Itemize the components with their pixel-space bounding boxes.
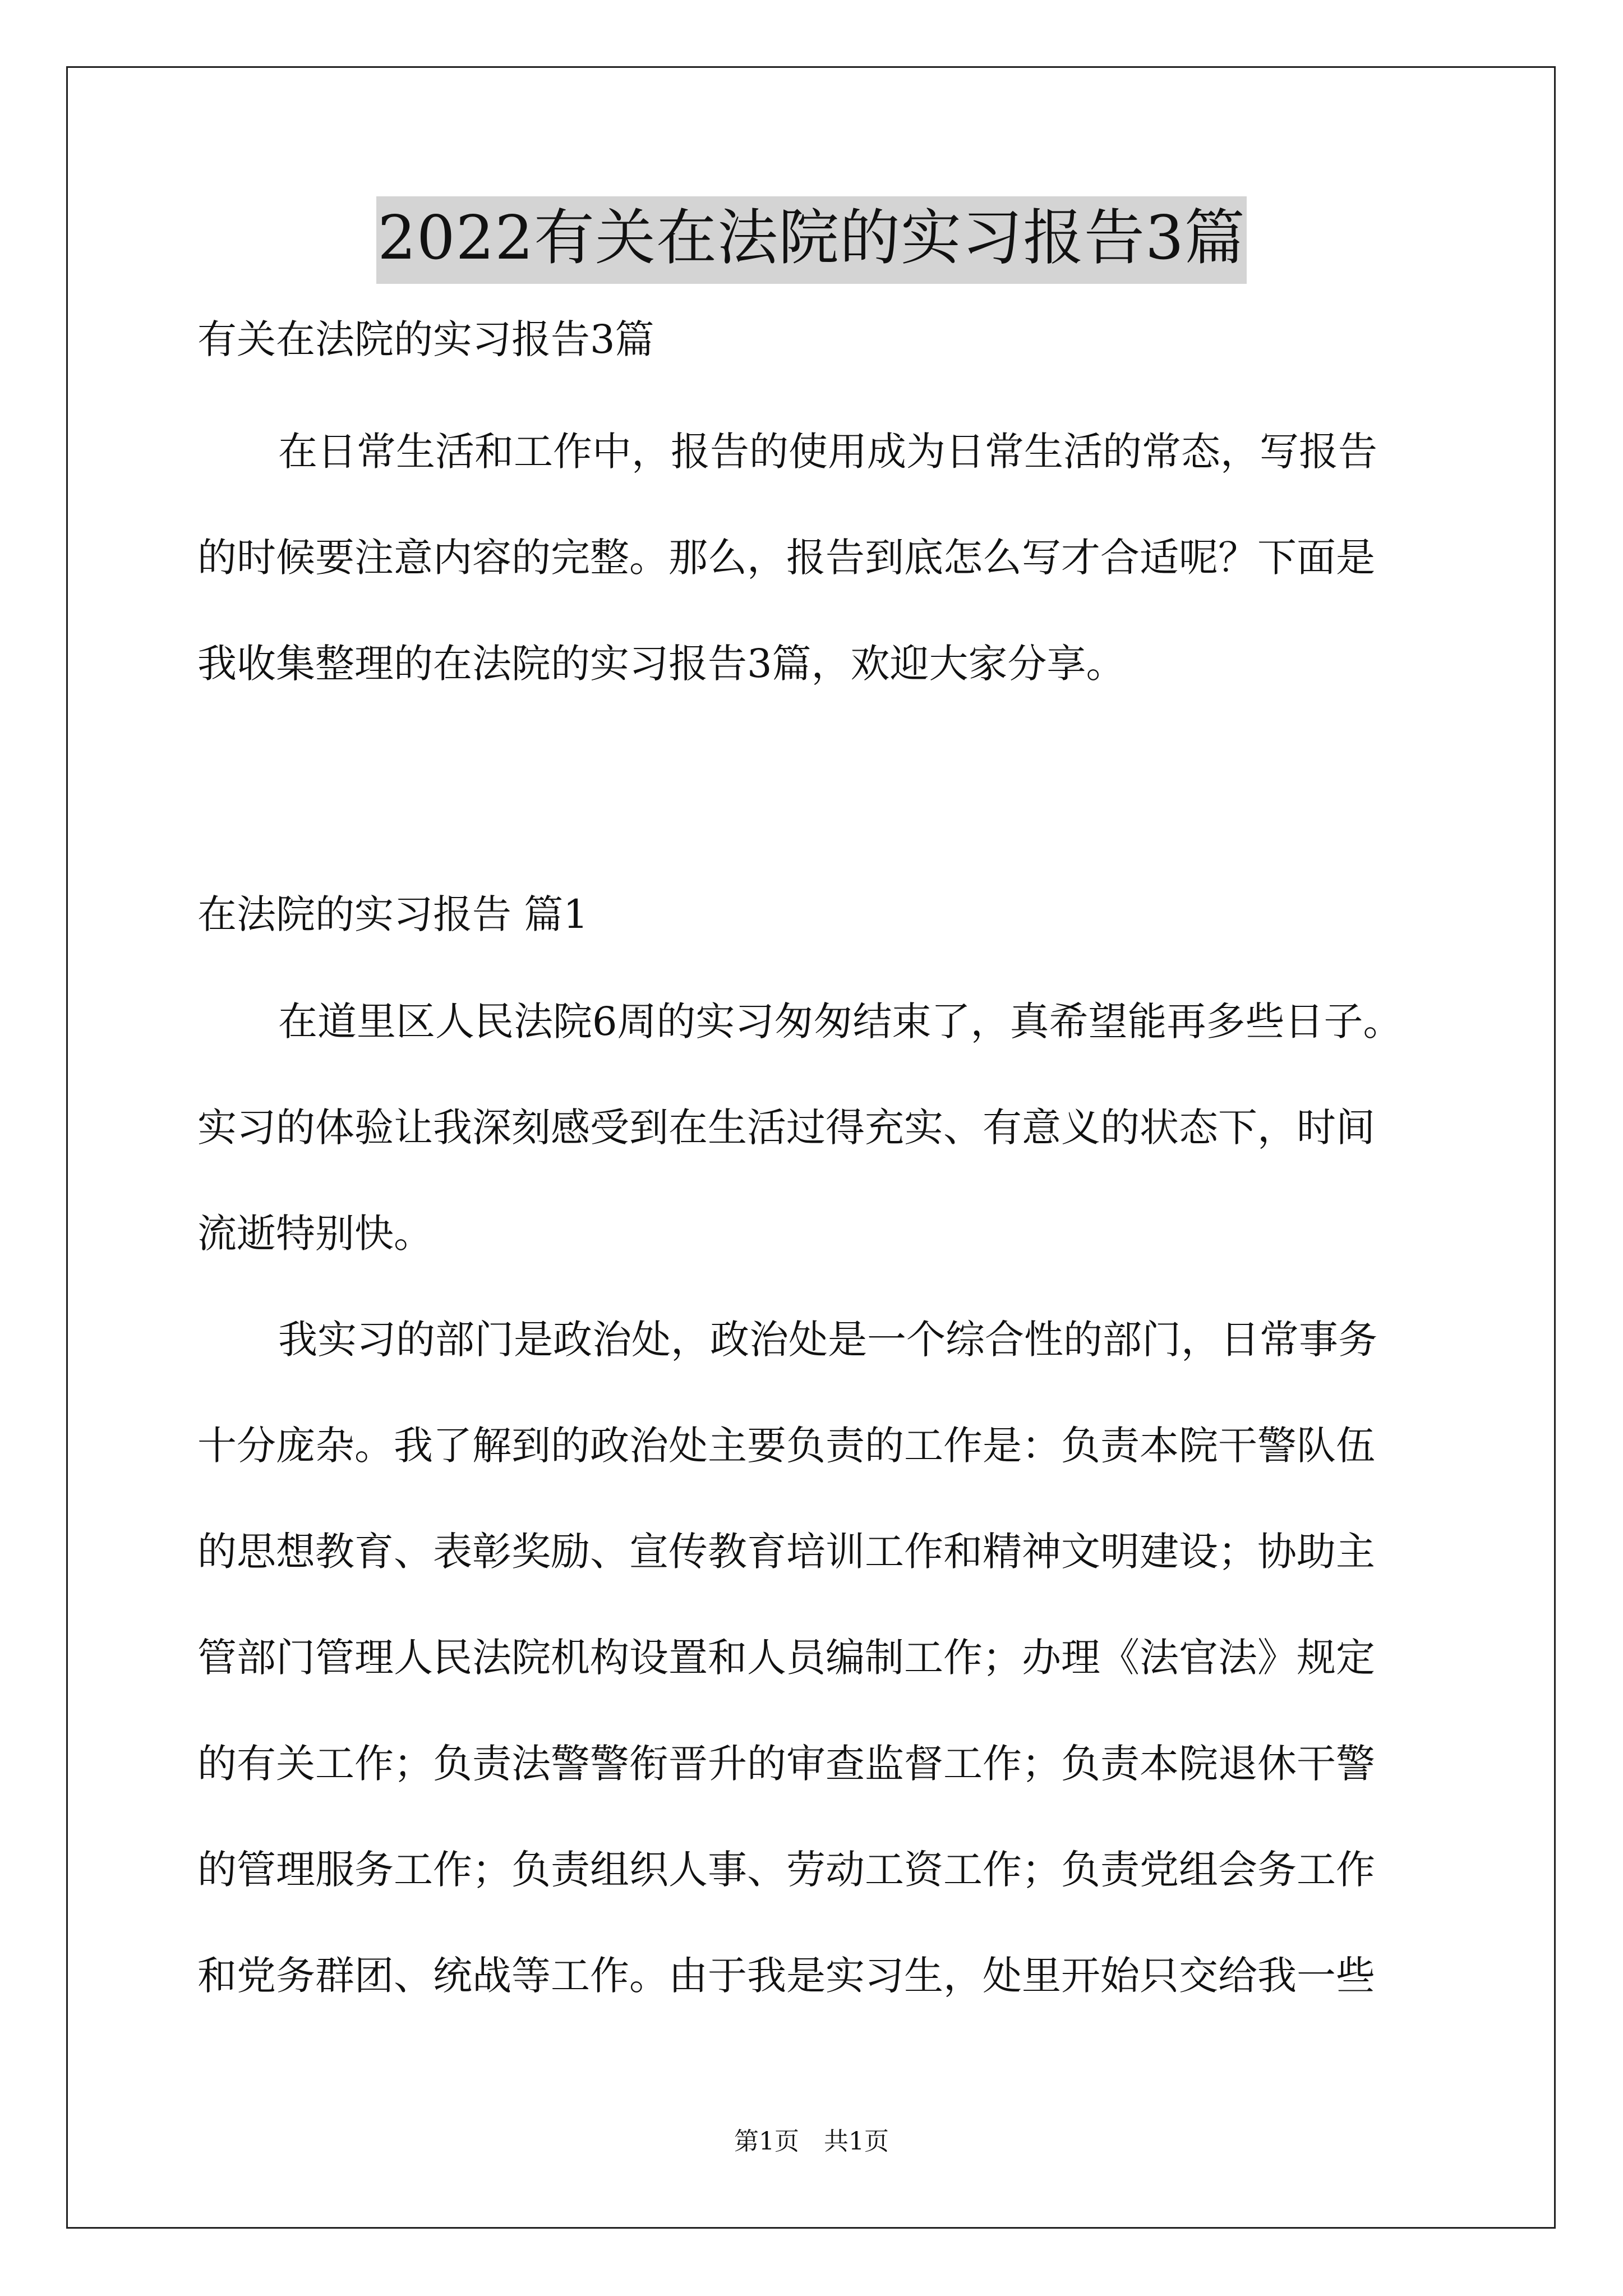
paragraph-line: 的管理服务工作；负责组织人事、劳动工资工作；负责党组会务工作	[197, 1847, 1375, 1893]
intro-line-1: 在日常生活和工作中，报告的使用成为日常生活的常态，写报告	[278, 429, 1377, 475]
paragraph-line: 的思想教育、表彰奖励、宣传教育培训工作和精神文明建设；协助主	[197, 1529, 1375, 1575]
title-container	[0, 196, 1623, 284]
section-heading: 在法院的实习报告 篇1	[197, 891, 588, 937]
section1-paragraph-1	[197, 996, 1403, 1314]
section1-paragraph-2	[197, 1314, 1377, 2056]
document-title: 2022有关在法院的实习报告3篇	[376, 196, 1247, 284]
document-subtitle: 有关在法院的实习报告3篇	[197, 316, 654, 362]
paragraph-line: 在道里区人民法院6周的实习匆匆结束了，真希望能再多些日子。	[278, 999, 1403, 1045]
paragraph-line: 十分庞杂。我了解到的政治处主要负责的工作是：负责本院干警队伍	[197, 1423, 1375, 1469]
page-footer	[0, 2126, 1623, 2157]
paragraph-line: 实习的体验让我深刻感受到在生活过得充实、有意义的状态下，时间	[197, 1105, 1375, 1151]
intro-line-2: 的时候要注意内容的完整。那么，报告到底怎么写才合适呢？下面是	[197, 535, 1375, 581]
page-total: 共1页	[824, 2127, 889, 2156]
paragraph-line: 和党务群团、统战等工作。由于我是实习生，处里开始只交给我一些	[197, 1953, 1375, 1999]
page-number: 第1页	[734, 2127, 799, 2156]
paragraph-line: 管部门管理人民法院机构设置和人员编制工作；办理《法官法》规定	[197, 1635, 1375, 1681]
paragraph-line: 的有关工作；负责法警警衔晋升的审查监督工作；负责本院退休干警	[197, 1741, 1375, 1787]
paragraph-line: 流逝特别快。	[197, 1211, 433, 1257]
intro-paragraph	[197, 426, 1377, 744]
paragraph-line: 我实习的部门是政治处，政治处是一个综合性的部门，日常事务	[278, 1317, 1377, 1363]
intro-line-3: 我收集整理的在法院的实习报告3篇，欢迎大家分享。	[197, 641, 1126, 687]
